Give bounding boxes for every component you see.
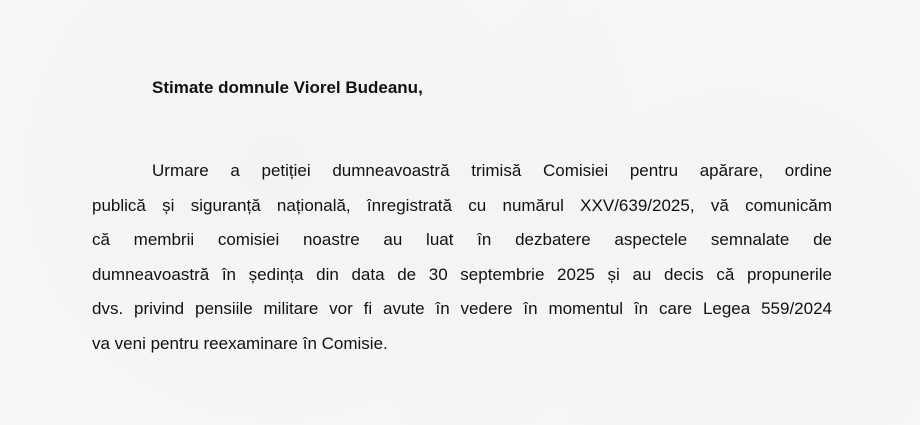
letter-salutation: Stimate domnule Viorel Budeanu,: [152, 78, 423, 97]
paragraph-line: dvs. privind pensiile militare vor fi avute în vedere în momentul în care Legea 559/2024: [92, 299, 832, 319]
paragraph-line: publică și siguranță națională, înregistrată cu numărul XXV/639/2025, vă comunicăm: [92, 195, 832, 215]
paragraph-line: dumneavoastră în ședința din data de 30 septembrie 2025 și au decis că propunerile: [92, 264, 832, 284]
paragraph-line: Urmare a petiției dumneavoastră trimisă Comisiei pentru apărare, ordine: [152, 161, 832, 180]
paragraph-line: va veni pentru reexaminare în Comisie.: [92, 333, 388, 353]
paragraph-line: că membrii comisiei noastre au luat în dezbatere aspectele semnalate de: [92, 230, 832, 250]
letter-body-paragraph: [92, 154, 832, 362]
